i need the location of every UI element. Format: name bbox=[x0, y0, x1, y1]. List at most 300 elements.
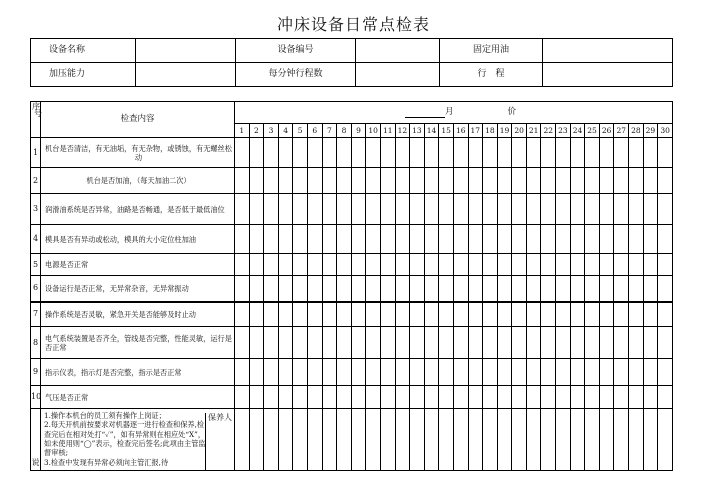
check-cell[interactable] bbox=[307, 168, 322, 194]
check-cell[interactable] bbox=[541, 168, 556, 194]
check-cell[interactable] bbox=[307, 138, 322, 168]
check-cell[interactable] bbox=[512, 138, 527, 168]
check-cell[interactable] bbox=[614, 168, 629, 194]
check-cell[interactable] bbox=[395, 276, 410, 302]
check-cell[interactable] bbox=[278, 254, 293, 276]
keeper-sign-cell[interactable] bbox=[497, 409, 512, 471]
check-cell[interactable] bbox=[497, 194, 512, 225]
check-cell[interactable] bbox=[629, 194, 644, 225]
check-cell[interactable] bbox=[249, 254, 264, 276]
keeper-sign-cell[interactable] bbox=[512, 409, 527, 471]
check-cell[interactable] bbox=[278, 327, 293, 359]
check-cell[interactable] bbox=[629, 168, 644, 194]
keeper-sign-cell[interactable] bbox=[585, 409, 600, 471]
check-cell[interactable] bbox=[599, 138, 614, 168]
check-cell[interactable] bbox=[322, 194, 337, 225]
check-cell[interactable] bbox=[556, 254, 571, 276]
check-cell[interactable] bbox=[541, 386, 556, 409]
check-cell[interactable] bbox=[439, 194, 454, 225]
check-cell[interactable] bbox=[264, 225, 279, 254]
check-cell[interactable] bbox=[512, 168, 527, 194]
check-cell[interactable] bbox=[497, 254, 512, 276]
check-cell[interactable] bbox=[526, 225, 541, 254]
check-cell[interactable] bbox=[585, 194, 600, 225]
check-cell[interactable] bbox=[468, 302, 483, 327]
check-cell[interactable] bbox=[249, 386, 264, 409]
check-cell[interactable] bbox=[585, 386, 600, 409]
check-cell[interactable] bbox=[249, 138, 264, 168]
check-cell[interactable] bbox=[307, 225, 322, 254]
check-cell[interactable] bbox=[570, 276, 585, 302]
check-cell[interactable] bbox=[366, 302, 381, 327]
check-cell[interactable] bbox=[658, 225, 673, 254]
check-cell[interactable] bbox=[293, 386, 308, 409]
check-cell[interactable] bbox=[614, 359, 629, 386]
keeper-sign-cell[interactable] bbox=[541, 409, 556, 471]
check-cell[interactable] bbox=[380, 327, 395, 359]
check-cell[interactable] bbox=[614, 276, 629, 302]
check-cell[interactable] bbox=[658, 302, 673, 327]
check-cell[interactable] bbox=[643, 276, 658, 302]
check-cell[interactable] bbox=[453, 225, 468, 254]
check-cell[interactable] bbox=[366, 194, 381, 225]
check-cell[interactable] bbox=[307, 327, 322, 359]
check-cell[interactable] bbox=[322, 302, 337, 327]
check-cell[interactable] bbox=[410, 327, 425, 359]
check-cell[interactable] bbox=[599, 276, 614, 302]
check-cell[interactable] bbox=[512, 386, 527, 409]
check-cell[interactable] bbox=[424, 168, 439, 194]
check-cell[interactable] bbox=[556, 276, 571, 302]
keeper-sign-cell[interactable] bbox=[322, 409, 337, 471]
check-cell[interactable] bbox=[264, 386, 279, 409]
check-cell[interactable] bbox=[512, 327, 527, 359]
check-cell[interactable] bbox=[395, 138, 410, 168]
check-cell[interactable] bbox=[424, 254, 439, 276]
check-cell[interactable] bbox=[337, 276, 352, 302]
check-cell[interactable] bbox=[380, 254, 395, 276]
check-cell[interactable] bbox=[468, 138, 483, 168]
check-cell[interactable] bbox=[439, 168, 454, 194]
stroke-value[interactable] bbox=[543, 63, 673, 87]
check-cell[interactable] bbox=[278, 302, 293, 327]
check-cell[interactable] bbox=[556, 194, 571, 225]
check-cell[interactable] bbox=[293, 225, 308, 254]
keeper-sign-cell[interactable] bbox=[629, 409, 644, 471]
keeper-sign-cell[interactable] bbox=[293, 409, 308, 471]
check-cell[interactable] bbox=[337, 254, 352, 276]
check-cell[interactable] bbox=[410, 225, 425, 254]
check-cell[interactable] bbox=[395, 302, 410, 327]
check-cell[interactable] bbox=[264, 194, 279, 225]
check-cell[interactable] bbox=[629, 359, 644, 386]
check-cell[interactable] bbox=[483, 359, 498, 386]
check-cell[interactable] bbox=[570, 386, 585, 409]
check-cell[interactable] bbox=[322, 138, 337, 168]
check-cell[interactable] bbox=[570, 138, 585, 168]
check-cell[interactable] bbox=[629, 276, 644, 302]
check-cell[interactable] bbox=[512, 254, 527, 276]
check-cell[interactable] bbox=[235, 168, 250, 194]
keeper-sign-cell[interactable] bbox=[599, 409, 614, 471]
check-cell[interactable] bbox=[249, 194, 264, 225]
check-cell[interactable] bbox=[395, 386, 410, 409]
keeper-sign-cell[interactable] bbox=[658, 409, 673, 471]
check-cell[interactable] bbox=[337, 138, 352, 168]
check-cell[interactable] bbox=[293, 276, 308, 302]
check-cell[interactable] bbox=[643, 168, 658, 194]
keeper-sign-cell[interactable] bbox=[380, 409, 395, 471]
check-cell[interactable] bbox=[468, 359, 483, 386]
check-cell[interactable] bbox=[235, 386, 250, 409]
check-cell[interactable] bbox=[658, 194, 673, 225]
keeper-sign-cell[interactable] bbox=[526, 409, 541, 471]
check-cell[interactable] bbox=[235, 276, 250, 302]
check-cell[interactable] bbox=[658, 359, 673, 386]
check-cell[interactable] bbox=[351, 327, 366, 359]
check-cell[interactable] bbox=[643, 302, 658, 327]
check-cell[interactable] bbox=[424, 327, 439, 359]
check-cell[interactable] bbox=[541, 254, 556, 276]
check-cell[interactable] bbox=[599, 254, 614, 276]
check-cell[interactable] bbox=[658, 386, 673, 409]
check-cell[interactable] bbox=[614, 254, 629, 276]
check-cell[interactable] bbox=[556, 359, 571, 386]
keeper-sign-cell[interactable] bbox=[556, 409, 571, 471]
check-cell[interactable] bbox=[468, 254, 483, 276]
check-cell[interactable] bbox=[439, 386, 454, 409]
check-cell[interactable] bbox=[614, 386, 629, 409]
check-cell[interactable] bbox=[599, 168, 614, 194]
check-cell[interactable] bbox=[526, 359, 541, 386]
check-cell[interactable] bbox=[366, 138, 381, 168]
check-cell[interactable] bbox=[483, 327, 498, 359]
check-cell[interactable] bbox=[249, 168, 264, 194]
check-cell[interactable] bbox=[512, 225, 527, 254]
check-cell[interactable] bbox=[526, 138, 541, 168]
keeper-sign-cell[interactable] bbox=[453, 409, 468, 471]
check-cell[interactable] bbox=[366, 168, 381, 194]
check-cell[interactable] bbox=[570, 327, 585, 359]
check-cell[interactable] bbox=[351, 194, 366, 225]
check-cell[interactable] bbox=[541, 276, 556, 302]
check-cell[interactable] bbox=[585, 276, 600, 302]
check-cell[interactable] bbox=[629, 225, 644, 254]
check-cell[interactable] bbox=[293, 359, 308, 386]
strokes-value[interactable] bbox=[356, 63, 440, 87]
check-cell[interactable] bbox=[526, 302, 541, 327]
check-cell[interactable] bbox=[658, 254, 673, 276]
check-cell[interactable] bbox=[483, 194, 498, 225]
check-cell[interactable] bbox=[264, 138, 279, 168]
check-cell[interactable] bbox=[351, 254, 366, 276]
check-cell[interactable] bbox=[395, 359, 410, 386]
check-cell[interactable] bbox=[629, 386, 644, 409]
check-cell[interactable] bbox=[643, 327, 658, 359]
check-cell[interactable] bbox=[556, 386, 571, 409]
check-cell[interactable] bbox=[483, 254, 498, 276]
check-cell[interactable] bbox=[380, 359, 395, 386]
check-cell[interactable] bbox=[439, 254, 454, 276]
check-cell[interactable] bbox=[614, 194, 629, 225]
check-cell[interactable] bbox=[570, 359, 585, 386]
month-blank[interactable] bbox=[405, 108, 445, 118]
equipment-name-value[interactable] bbox=[136, 39, 236, 63]
check-cell[interactable] bbox=[351, 359, 366, 386]
check-cell[interactable] bbox=[643, 254, 658, 276]
check-cell[interactable] bbox=[351, 302, 366, 327]
keeper-sign-cell[interactable] bbox=[337, 409, 352, 471]
check-cell[interactable] bbox=[366, 276, 381, 302]
check-cell[interactable] bbox=[526, 327, 541, 359]
check-cell[interactable] bbox=[380, 138, 395, 168]
check-cell[interactable] bbox=[570, 168, 585, 194]
check-cell[interactable] bbox=[278, 168, 293, 194]
check-cell[interactable] bbox=[395, 168, 410, 194]
check-cell[interactable] bbox=[497, 138, 512, 168]
check-cell[interactable] bbox=[264, 327, 279, 359]
check-cell[interactable] bbox=[278, 138, 293, 168]
check-cell[interactable] bbox=[453, 194, 468, 225]
check-cell[interactable] bbox=[380, 302, 395, 327]
check-cell[interactable] bbox=[483, 386, 498, 409]
check-cell[interactable] bbox=[322, 168, 337, 194]
check-cell[interactable] bbox=[264, 168, 279, 194]
check-cell[interactable] bbox=[380, 225, 395, 254]
check-cell[interactable] bbox=[395, 327, 410, 359]
check-cell[interactable] bbox=[497, 168, 512, 194]
check-cell[interactable] bbox=[658, 276, 673, 302]
check-cell[interactable] bbox=[351, 386, 366, 409]
check-cell[interactable] bbox=[570, 254, 585, 276]
check-cell[interactable] bbox=[643, 138, 658, 168]
check-cell[interactable] bbox=[424, 302, 439, 327]
check-cell[interactable] bbox=[410, 276, 425, 302]
keeper-sign-cell[interactable] bbox=[307, 409, 322, 471]
keeper-sign-cell[interactable] bbox=[424, 409, 439, 471]
check-cell[interactable] bbox=[366, 359, 381, 386]
keeper-sign-cell[interactable] bbox=[483, 409, 498, 471]
check-cell[interactable] bbox=[614, 138, 629, 168]
check-cell[interactable] bbox=[380, 194, 395, 225]
keeper-sign-cell[interactable] bbox=[264, 409, 279, 471]
check-cell[interactable] bbox=[264, 302, 279, 327]
check-cell[interactable] bbox=[337, 327, 352, 359]
check-cell[interactable] bbox=[439, 302, 454, 327]
check-cell[interactable] bbox=[264, 254, 279, 276]
check-cell[interactable] bbox=[366, 327, 381, 359]
check-cell[interactable] bbox=[468, 327, 483, 359]
check-cell[interactable] bbox=[235, 225, 250, 254]
check-cell[interactable] bbox=[541, 327, 556, 359]
check-cell[interactable] bbox=[541, 302, 556, 327]
check-cell[interactable] bbox=[424, 138, 439, 168]
keeper-sign-cell[interactable] bbox=[249, 409, 264, 471]
check-cell[interactable] bbox=[293, 168, 308, 194]
check-cell[interactable] bbox=[351, 276, 366, 302]
check-cell[interactable] bbox=[497, 302, 512, 327]
check-cell[interactable] bbox=[526, 194, 541, 225]
check-cell[interactable] bbox=[497, 386, 512, 409]
check-cell[interactable] bbox=[643, 386, 658, 409]
check-cell[interactable] bbox=[658, 168, 673, 194]
check-cell[interactable] bbox=[629, 327, 644, 359]
check-cell[interactable] bbox=[585, 302, 600, 327]
check-cell[interactable] bbox=[337, 359, 352, 386]
check-cell[interactable] bbox=[337, 225, 352, 254]
check-cell[interactable] bbox=[307, 254, 322, 276]
check-cell[interactable] bbox=[235, 359, 250, 386]
check-cell[interactable] bbox=[424, 225, 439, 254]
check-cell[interactable] bbox=[439, 359, 454, 386]
keeper-sign-cell[interactable] bbox=[439, 409, 454, 471]
keeper-sign-cell[interactable] bbox=[410, 409, 425, 471]
check-cell[interactable] bbox=[293, 254, 308, 276]
check-cell[interactable] bbox=[541, 194, 556, 225]
check-cell[interactable] bbox=[497, 327, 512, 359]
pressure-value[interactable] bbox=[136, 63, 236, 87]
check-cell[interactable] bbox=[249, 225, 264, 254]
check-cell[interactable] bbox=[249, 359, 264, 386]
check-cell[interactable] bbox=[278, 225, 293, 254]
check-cell[interactable] bbox=[366, 386, 381, 409]
check-cell[interactable] bbox=[439, 225, 454, 254]
check-cell[interactable] bbox=[453, 168, 468, 194]
check-cell[interactable] bbox=[410, 194, 425, 225]
check-cell[interactable] bbox=[322, 327, 337, 359]
check-cell[interactable] bbox=[351, 138, 366, 168]
check-cell[interactable] bbox=[570, 225, 585, 254]
check-cell[interactable] bbox=[468, 225, 483, 254]
check-cell[interactable] bbox=[249, 302, 264, 327]
check-cell[interactable] bbox=[235, 138, 250, 168]
check-cell[interactable] bbox=[643, 225, 658, 254]
check-cell[interactable] bbox=[337, 168, 352, 194]
check-cell[interactable] bbox=[599, 327, 614, 359]
check-cell[interactable] bbox=[410, 254, 425, 276]
check-cell[interactable] bbox=[512, 276, 527, 302]
check-cell[interactable] bbox=[278, 359, 293, 386]
check-cell[interactable] bbox=[483, 138, 498, 168]
check-cell[interactable] bbox=[307, 302, 322, 327]
check-cell[interactable] bbox=[468, 386, 483, 409]
check-cell[interactable] bbox=[453, 302, 468, 327]
check-cell[interactable] bbox=[380, 168, 395, 194]
check-cell[interactable] bbox=[497, 225, 512, 254]
check-cell[interactable] bbox=[629, 302, 644, 327]
check-cell[interactable] bbox=[556, 168, 571, 194]
check-cell[interactable] bbox=[410, 168, 425, 194]
check-cell[interactable] bbox=[526, 386, 541, 409]
keeper-sign-cell[interactable] bbox=[235, 409, 250, 471]
check-cell[interactable] bbox=[483, 168, 498, 194]
check-cell[interactable] bbox=[541, 225, 556, 254]
check-cell[interactable] bbox=[570, 194, 585, 225]
check-cell[interactable] bbox=[453, 386, 468, 409]
check-cell[interactable] bbox=[322, 225, 337, 254]
check-cell[interactable] bbox=[556, 302, 571, 327]
check-cell[interactable] bbox=[337, 302, 352, 327]
check-cell[interactable] bbox=[235, 302, 250, 327]
check-cell[interactable] bbox=[643, 194, 658, 225]
check-cell[interactable] bbox=[380, 386, 395, 409]
check-cell[interactable] bbox=[614, 302, 629, 327]
check-cell[interactable] bbox=[483, 302, 498, 327]
check-cell[interactable] bbox=[585, 225, 600, 254]
check-cell[interactable] bbox=[337, 194, 352, 225]
check-cell[interactable] bbox=[541, 138, 556, 168]
check-cell[interactable] bbox=[410, 386, 425, 409]
check-cell[interactable] bbox=[497, 276, 512, 302]
check-cell[interactable] bbox=[424, 194, 439, 225]
check-cell[interactable] bbox=[512, 359, 527, 386]
check-cell[interactable] bbox=[468, 276, 483, 302]
check-cell[interactable] bbox=[322, 276, 337, 302]
check-cell[interactable] bbox=[307, 194, 322, 225]
check-cell[interactable] bbox=[556, 138, 571, 168]
check-cell[interactable] bbox=[585, 138, 600, 168]
equipment-no-value[interactable] bbox=[356, 39, 440, 63]
check-cell[interactable] bbox=[512, 194, 527, 225]
check-cell[interactable] bbox=[541, 359, 556, 386]
check-cell[interactable] bbox=[643, 359, 658, 386]
check-cell[interactable] bbox=[307, 386, 322, 409]
check-cell[interactable] bbox=[366, 225, 381, 254]
check-cell[interactable] bbox=[614, 327, 629, 359]
check-cell[interactable] bbox=[278, 386, 293, 409]
check-cell[interactable] bbox=[512, 302, 527, 327]
keeper-sign-cell[interactable] bbox=[570, 409, 585, 471]
check-cell[interactable] bbox=[497, 359, 512, 386]
check-cell[interactable] bbox=[453, 327, 468, 359]
check-cell[interactable] bbox=[293, 138, 308, 168]
check-cell[interactable] bbox=[322, 359, 337, 386]
check-cell[interactable] bbox=[526, 276, 541, 302]
check-cell[interactable] bbox=[585, 254, 600, 276]
check-cell[interactable] bbox=[322, 254, 337, 276]
check-cell[interactable] bbox=[293, 302, 308, 327]
check-cell[interactable] bbox=[585, 359, 600, 386]
check-cell[interactable] bbox=[453, 359, 468, 386]
check-cell[interactable] bbox=[410, 302, 425, 327]
check-cell[interactable] bbox=[380, 276, 395, 302]
check-cell[interactable] bbox=[424, 276, 439, 302]
keeper-sign-cell[interactable] bbox=[366, 409, 381, 471]
check-cell[interactable] bbox=[439, 138, 454, 168]
check-cell[interactable] bbox=[453, 276, 468, 302]
keeper-sign-cell[interactable] bbox=[643, 409, 658, 471]
check-cell[interactable] bbox=[483, 225, 498, 254]
check-cell[interactable] bbox=[599, 359, 614, 386]
check-cell[interactable] bbox=[410, 138, 425, 168]
check-cell[interactable] bbox=[424, 386, 439, 409]
check-cell[interactable] bbox=[395, 225, 410, 254]
check-cell[interactable] bbox=[526, 254, 541, 276]
check-cell[interactable] bbox=[439, 327, 454, 359]
check-cell[interactable] bbox=[249, 276, 264, 302]
check-cell[interactable] bbox=[629, 254, 644, 276]
check-cell[interactable] bbox=[235, 254, 250, 276]
check-cell[interactable] bbox=[337, 386, 352, 409]
check-cell[interactable] bbox=[468, 194, 483, 225]
fixed-oil-value[interactable] bbox=[543, 39, 673, 63]
check-cell[interactable] bbox=[264, 359, 279, 386]
check-cell[interactable] bbox=[278, 194, 293, 225]
check-cell[interactable] bbox=[599, 386, 614, 409]
check-cell[interactable] bbox=[424, 359, 439, 386]
check-cell[interactable] bbox=[526, 168, 541, 194]
keeper-sign-cell[interactable] bbox=[278, 409, 293, 471]
